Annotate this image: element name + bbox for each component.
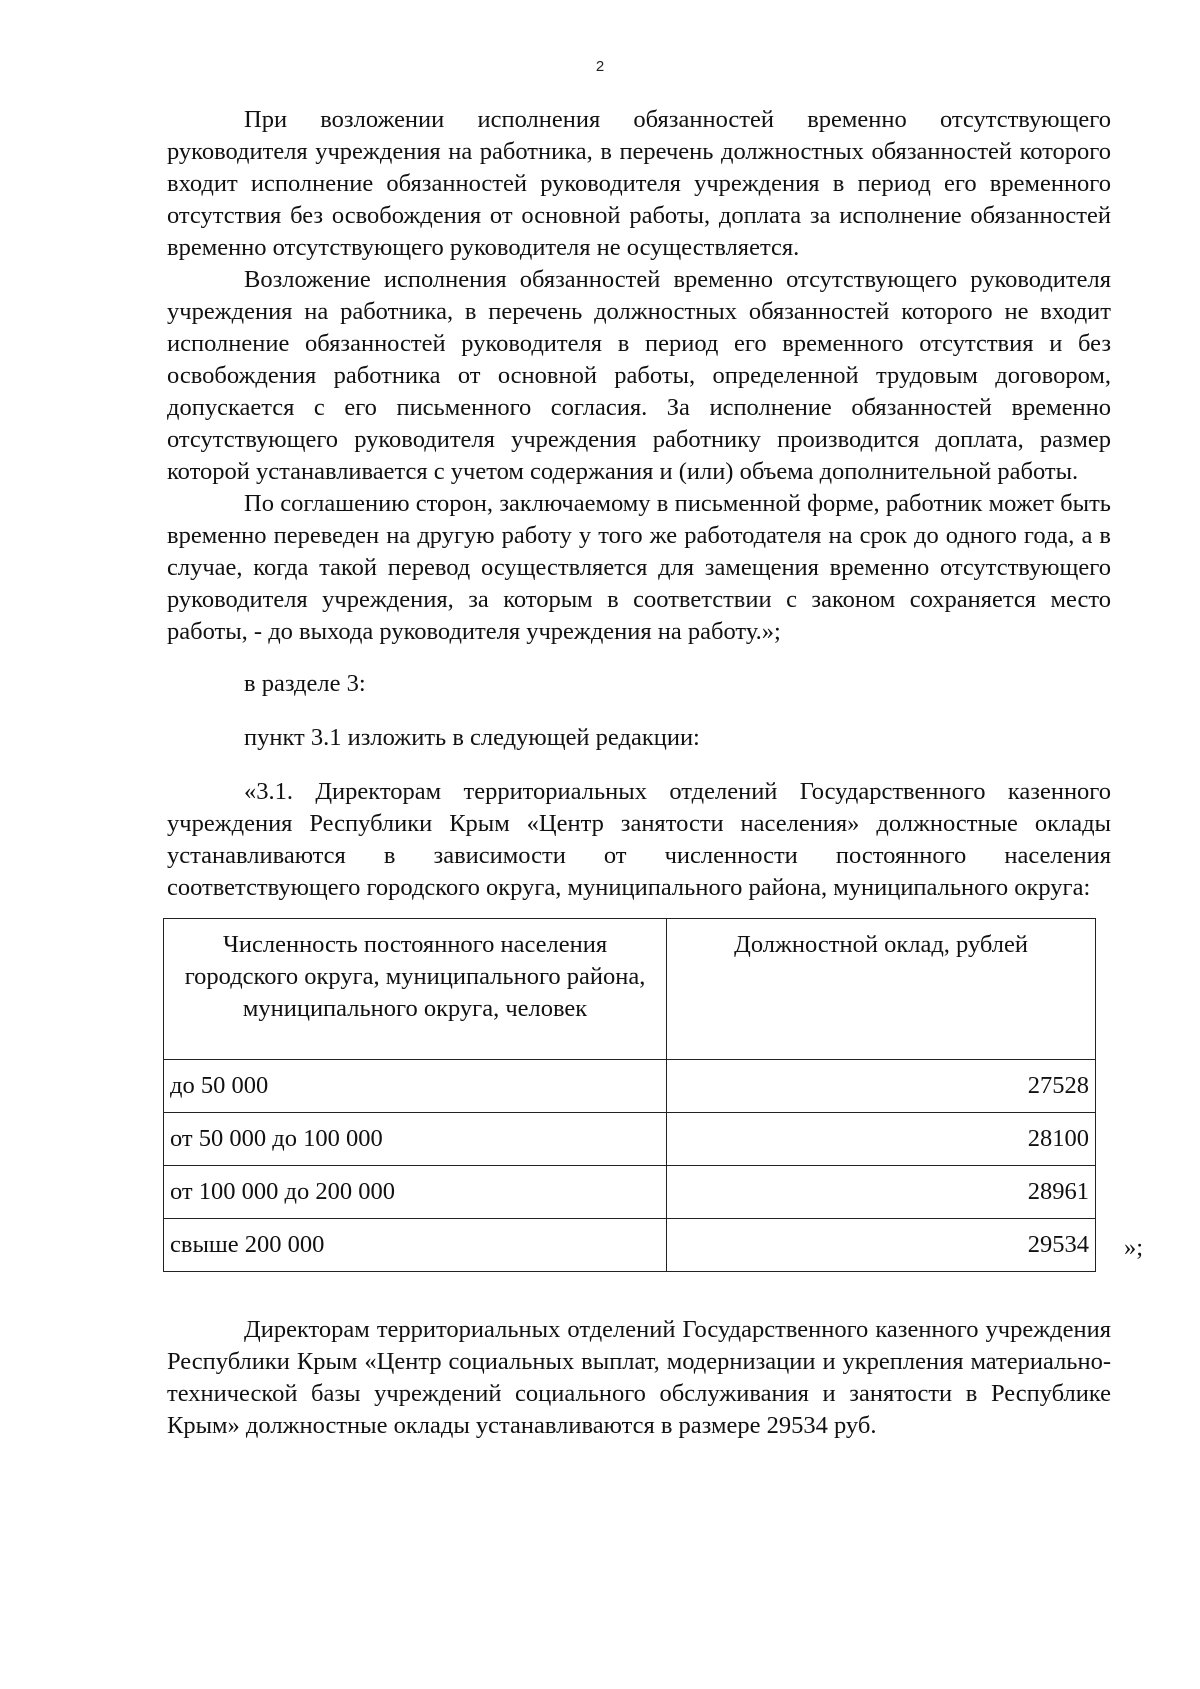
document-body bbox=[167, 104, 1143, 1442]
spacer bbox=[167, 700, 1111, 722]
table-row bbox=[164, 1060, 1096, 1113]
header-salary: Должностной оклад, рублей bbox=[667, 919, 1096, 1060]
population-range: от 50 000 до 100 000 bbox=[164, 1113, 667, 1166]
clause-3-1-text: «3.1. Директорам территориальных отделений Государственного казенного учреждения Республики Крым «Центр занятости населения» должностные оклады устанавливаются в зависимости от численности постоянного населения соответствующего городского округа, муниципального района, муниципального округа: bbox=[167, 778, 1111, 901]
salary-value: 29534 bbox=[667, 1219, 1096, 1272]
table-row bbox=[164, 1113, 1096, 1166]
population-range: от 100 000 до 200 000 bbox=[164, 1166, 667, 1219]
table-row bbox=[164, 1166, 1096, 1219]
population-range: свыше 200 000 bbox=[164, 1219, 667, 1272]
paragraph-acting-duties-with-pay: Возложение исполнения обязанностей временно отсутствующего руководителя учреждения на работника, в перечень должностных обязанностей которого не входит исполнение обязанностей руководителя в период его временного отсутствия и без освобождения работника от основной работы, определенной трудовым договором, допускается с его письменного согласия. За исполнение обязанностей временно отсутствующего руководителя учреждения работнику производится доплата, размер которой устанавливается с учетом содержания и (или) объема дополнительной работы. bbox=[167, 266, 1111, 485]
salary-value: 27528 bbox=[667, 1060, 1096, 1113]
paragraph-acting-duties-no-pay: При возложении исполнения обязанностей временно отсутствующего руководителя учреждения на работника, в перечень должностных обязанностей которого входит исполнение обязанностей руководителя учреждения в период его временного отсутствия без освобождения от основной работы, доплата за исполнение обязанностей временно отсутствующего руководителя не осуществляется. bbox=[167, 106, 1111, 261]
section-reference: в разделе 3: bbox=[244, 670, 366, 697]
paragraph-temporary-transfer: По соглашению сторон, заключаемому в письменной форме, работник может быть временно переведен на другую работу у того же работодателя на срок до одного года, а в случае, когда такой перевод осуществляется для замещения временно отсутствующего руководителя учреждения, за которым в соответствии с законом сохраняется место работы, - до выхода руководителя учреждения на работу.»; bbox=[167, 490, 1111, 645]
table-header-row bbox=[164, 919, 1096, 1060]
page-number: 2 bbox=[595, 58, 605, 75]
population-range: до 50 000 bbox=[164, 1060, 667, 1113]
salary-value: 28961 bbox=[667, 1166, 1096, 1219]
spacer bbox=[167, 754, 1111, 776]
header-population: Численность постоянного населения городского округа, муниципального района, муниципального округа, человек bbox=[164, 919, 667, 1060]
salary-table bbox=[163, 918, 1096, 1272]
salary-value: 28100 bbox=[667, 1113, 1096, 1166]
spacer bbox=[167, 648, 1111, 668]
salary-table-wrapper bbox=[167, 918, 1143, 1272]
closing-quote: »; bbox=[1123, 1234, 1143, 1261]
paragraph-social-payments-center: Директорам территориальных отделений Государственного казенного учреждения Республики Крым «Центр социальных выплат, модернизации и укрепления материально-технической базы учреждений социального обслуживания и занятости в Республике Крым» должностные оклады устанавливаются в размере 29534 руб. bbox=[167, 1316, 1111, 1439]
table-row bbox=[164, 1219, 1096, 1272]
clause-reference: пункт 3.1 изложить в следующей редакции: bbox=[244, 724, 700, 751]
